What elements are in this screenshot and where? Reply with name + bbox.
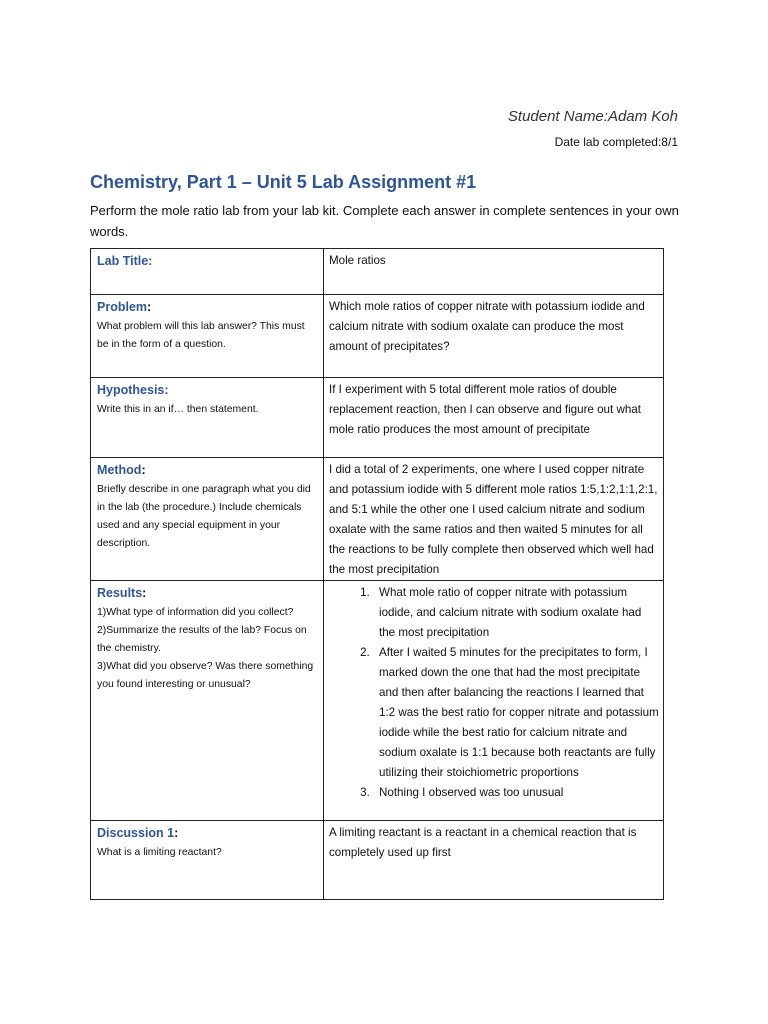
lab-title-answer: Mole ratios (324, 249, 664, 295)
method-label: Method (97, 463, 142, 477)
problem-desc: What problem will this lab answer? This must be in the form of a question. (97, 321, 305, 350)
results-label-wrap (97, 583, 319, 604)
lab-table (90, 248, 664, 900)
results-answer-3: 3. Nothing I observed was too unusual (373, 783, 659, 803)
results-list (329, 583, 659, 803)
lab-title-cell (91, 249, 324, 295)
problem-label: Problem (97, 300, 148, 314)
discussion1-label-wrap (97, 823, 319, 844)
method-cell (91, 458, 324, 581)
hypothesis-desc: Write this in an if… then statement. (97, 404, 259, 415)
results-desc (97, 604, 319, 694)
results-label: Results (97, 586, 143, 600)
instructions: Perform the mole ratio lab from your lab kit. Complete each answer in complete sentences in your own words. (90, 203, 679, 239)
problem-answer: Which mole ratios of copper nitrate with potassium iodide and calcium nitrate with sodium oxalate can produce the most amount of precipitates? (324, 295, 664, 378)
method-desc: Briefly describe in one paragraph what you did in the lab (the procedure.) Include chemicals used and any special equipment in your description. (97, 484, 311, 549)
student-name: Student Name:Adam Koh (507, 108, 678, 125)
hypothesis-cell (91, 378, 324, 458)
results-question-3: 3)What did you observe? Was there something you found interesting or unusual? (97, 661, 314, 690)
hypothesis-label: Hypothesis: (97, 383, 169, 397)
results-answer-2: 2. After I waited 5 minutes for the precipitates to form, I marked down the one that had the most precipitate and then after balancing the reactions I learned that 1:2 was the best ratio for copper nitrate and potassium iodide while the best ratio for calcium nitrate and sodium oxalate is 1:1 because both reactants are fully utilizing their stoichiometric proportions (373, 643, 659, 783)
row-problem (91, 295, 664, 378)
row-lab-title (91, 249, 664, 295)
row-method (91, 458, 664, 581)
results-question-1: 1)What type of information did you collect? (97, 607, 294, 618)
results-colon: : (142, 586, 147, 600)
discussion1-label: Discussion 1 (97, 826, 175, 840)
problem-colon: : (147, 300, 152, 314)
results-cell (91, 581, 324, 821)
hypothesis-answer: If I experiment with 5 total different mole ratios of double replacement reaction, then I can observe and figure out what mole ratio produces the most amount of precipitate (324, 378, 664, 458)
discussion1-cell (91, 821, 324, 900)
row-results (91, 581, 664, 821)
problem-cell (91, 295, 324, 378)
lab-title-label: Lab Title: (97, 254, 153, 268)
row-hypothesis (91, 378, 664, 458)
method-answer: I did a total of 2 experiments, one where I used copper nitrate and potassium iodide with 5 different mole ratios 1:5,1:2,1:1,2:1, and 5:1 while the other one I used calcium nitrate and sodium oxalate with the same ratios and then waited 5 minutes for all the reactions to be fully complete then observed which well had the most precipitation (324, 458, 664, 581)
row-discussion1 (91, 821, 664, 900)
problem-label-wrap (97, 297, 319, 318)
discussion1-desc: What is a limiting reactant? (97, 847, 222, 858)
results-question-2: 2)Summarize the results of the lab? Focus on the chemistry. (97, 625, 307, 654)
method-label-wrap (97, 460, 319, 481)
results-answer (324, 581, 664, 821)
discussion1-colon: : (174, 826, 179, 840)
discussion1-answer: A limiting reactant is a reactant in a chemical reaction that is completely used up first (324, 821, 664, 900)
results-answer-1: 1. What mole ratio of copper nitrate with potassium iodide, and calcium nitrate with sodium oxalate had the most precipitation (373, 583, 659, 643)
date-completed: Date lab completed:8/1 (554, 135, 678, 149)
page-title: Chemistry, Part 1 – Unit 5 Lab Assignment #1 (90, 172, 477, 192)
method-colon: : (141, 463, 146, 477)
